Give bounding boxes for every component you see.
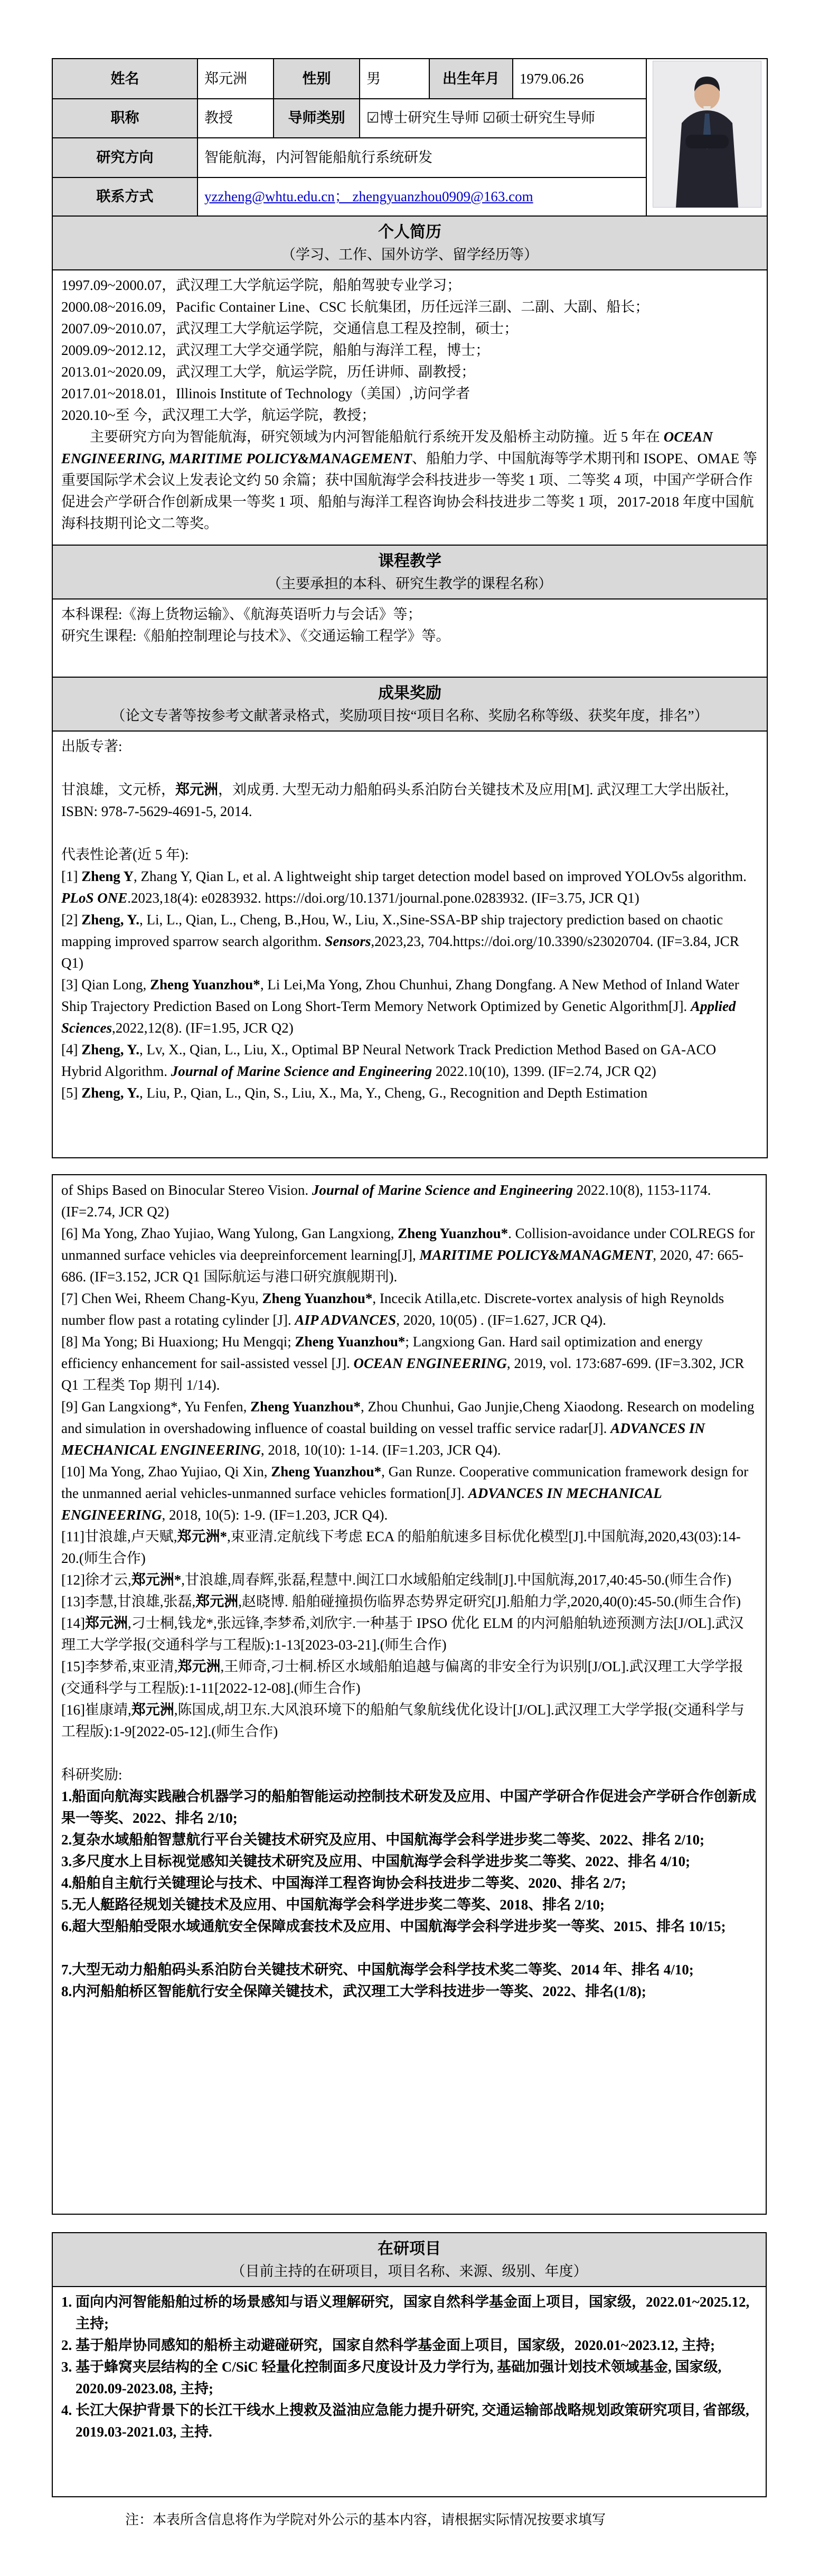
achievements-section-subtitle: （论文专著等按参考文献著录格式，奖励项目按“项目名称、奖励名称等级、获奖年度，排名”）	[111, 708, 709, 724]
resume-content	[52, 270, 767, 545]
title-value: 教授	[197, 99, 274, 137]
publication-entry: [10] Ma Yong, Zhao Yujiao, Qi Xin, Zheng Yuanzhou*, Gan Runze. Cooperative communication framework design for the unmanned aerial vehicles-unmanned surface vehicles formation[J]. ADVANCES IN MECHANICAL ENGINEERING, 2018, 10(5): 1-9. (IF=1.203, JCR Q4).	[61, 1464, 749, 1523]
publication-entry: [1] Zheng Y, Zhang Y, Qian L, et al. A lightweight ship target detection model based on improved YOLOv5s algorithm. PLoS ONE.2023,18(4): e0283932. https://doi.org/10.1371/journal.pone.0283932. (IF=3.75, JCR Q1)	[61, 868, 747, 906]
award-entry: 7.大型无动力船舶码头系泊防台关键技术研究、中国航海学会科学技术奖二等奖、2014 年、排名 4/10;	[61, 1962, 694, 1978]
publication-entry: of Ships Based on Binocular Stereo Vision. Journal of Marine Science and Engineering 2022.10(8), 1153-1174. (IF=2.74, JCR Q2)	[61, 1182, 711, 1220]
title-label: 职称	[52, 99, 197, 137]
award-entry: 2.复杂水域船舶智慧航行平台关键技术研究及应用、中国航海学会科学进步奖二等奖、2022、排名 2/10;	[61, 1832, 704, 1848]
monograph-entry: 甘浪雄，文元桥，郑元洲，刘成勇. 大型无动力船舶码头系泊防台关键技术及应用[M]. 武汉理工大学出版社, ISBN: 978-7-5629-4691-5, 2014.	[61, 782, 729, 819]
resume-line: 2000.08~2016.09，Pacific Container Line、CSC 长航集团，历任远洋三副、二副、大副、船长；	[61, 299, 649, 315]
resume-line: 1997.09~2000.07，武汉理工大学航运学院，船舶驾驶专业学习；	[61, 277, 462, 293]
project-entry: 4. 长江大保护背景下的长江干线水上搜救及溢油应急能力提升研究, 交通运输部战略规划政策研究项目, 省部级, 2019.03-2021.03, 主持.	[61, 2402, 749, 2440]
email-link[interactable]: yzzheng@whtu.edu.cn； zhengyuanzhou0909@163.com	[204, 188, 533, 204]
advisor-label: 导师类别	[274, 99, 360, 137]
achievements-content-part2	[52, 1175, 766, 2214]
footer-note: 注：本表所含信息将作为学院对外公示的基本内容，请根据实际情况按要求填写	[125, 2512, 606, 2527]
profile-table-block2	[52, 1174, 767, 2215]
resume-line: 2017.01~2018.01，Illinois Institute of Technology（美国）,访问学者	[61, 386, 470, 401]
projects-section-subtitle: （目前主持的在研项目，项目名称、来源、级别、年度）	[231, 2263, 588, 2279]
award-entry	[61, 1937, 757, 1959]
resume-section-subtitle: （学习、工作、国外访学、留学经历等）	[281, 247, 538, 263]
section-header-teaching	[52, 545, 767, 599]
advisor-value: ☑博士研究生导师 ☑硕士研究生导师	[360, 99, 646, 137]
publication-entry: [14]郑元洲,刁士桐,钱龙*,张远锋,李梦希,刘欣宇.一种基于 IPSO 优化 ELM 的内河船舶轨迹预测方法[J/OL].武汉理工大学学报(交通科学与工程版):1-13[2023-03-21].(师生合作)	[61, 1615, 744, 1653]
publication-entry: [16]崔康靖,郑元洲,陈国成,胡卫东.大风浪环境下的船舶气象航线优化设计[J/OL].武汉理工大学学报(交通科学与工程版):1-9[2022-05-12].(师生合作)	[61, 1702, 745, 1739]
publication-entry: [15]李梦希,束亚清,郑元洲,王师奇,刁士桐.桥区水域船舶追越与偏离的非安全行为识别[J/OL].武汉理工大学学报(交通科学与工程版):1-11[2022-12-08].(师生合作)	[61, 1659, 743, 1696]
publication-entry: [13]李慧,甘浪雄,张磊,郑元洲,赵晓博. 船舶碰撞损伤临界态势界定研究[J].船舶力学,2020,40(0):45-50.(师生合作)	[61, 1594, 741, 1609]
awards-label: 科研奖励:	[61, 1767, 123, 1783]
gender-value: 男	[360, 59, 429, 99]
teaching-section-title: 课程教学	[378, 552, 441, 570]
research-direction-value: 智能航海，内河智能船航行系统研发	[197, 138, 646, 177]
resume-line: 2007.09~2010.07，武汉理工大学航运学院，交通信息工程及控制，硕士；	[61, 321, 519, 336]
papers-label: 代表性论著(近 5 年):	[61, 847, 189, 863]
award-entry: 8.内河船舶桥区智能航行安全保障关键技术，武汉理工大学科技进步一等奖、2022、排名(1/8);	[61, 1983, 646, 1999]
section-header-achievements	[52, 677, 767, 731]
achievements-content-part1	[52, 731, 767, 1158]
award-entry: 1.船面向航海实践融合机器学习的船舶智能运动控制技术研发及应用、中国产学研合作促进会产学研合作创新成果一等奖、2022、排名 2/10;	[61, 1788, 757, 1826]
section-header-projects	[52, 2233, 766, 2287]
projects-content	[52, 2287, 766, 2497]
publication-entry: [9] Gan Langxiong*, Yu Fenfen, Zheng Yuanzhou*, Zhou Chunhui, Gao Junjie,Cheng Xiaodong. Research on modeling and simulation in overshadowing influence of coastal building on vessel traffic service radar[J]. ADVANCES IN MECHANICAL ENGINEERING, 2018, 10(10): 1-14. (IF=1.203, JCR Q4).	[61, 1399, 755, 1458]
gender-label: 性别	[274, 59, 360, 99]
profile-photo-image	[653, 61, 761, 208]
birth-value: 1979.06.26	[513, 59, 646, 99]
monograph-label: 出版专著:	[61, 738, 123, 754]
resume-line: 2009.09~2012.12，武汉理工大学交通学院，船舶与海洋工程，博士；	[61, 342, 490, 358]
project-entry: 1. 面向内河智能船舶过桥的场景感知与语义理解研究，国家自然科学基金面上项目，国家级，2022.01~2025.12, 主持;	[61, 2294, 750, 2331]
project-entry: 3. 基于蜂窝夹层结构的全 C/SiC 轻量化控制面多尺度设计及力学行为, 基础加强计划技术领域基金, 国家级, 2020.09-2023.08, 主持;	[61, 2359, 722, 2396]
resume-line: 2020.10~至 今，武汉理工大学，航运学院，教授；	[61, 407, 376, 423]
name-value: 郑元洲	[197, 59, 274, 99]
publication-entry: [11]甘浪雄,卢天赋,郑元洲*,束亚清.定航线下考虑 ECA 的船舶航速多目标优化模型[J].中国航海,2020,43(03):14-20.(师生合作)	[61, 1529, 741, 1566]
publication-entry: [12]徐才云,郑元洲*,甘浪雄,周春辉,张磊,程慧中.闽江口水域船舶定线制[J].中国航海,2017,40:45-50.(师生合作)	[61, 1572, 731, 1588]
publication-entry: [2] Zheng, Y., Li, L., Qian, L., Cheng, B.,Hou, W., Liu, X.,Sine-SSA-BP ship trajectory prediction based on chaotic mapping improved sparrow search algorithm. Sensors,2023,23, 704.https://doi.org/10.3390/s23020704. (IF=3.84, JCR Q1)	[61, 912, 739, 971]
profile-photo	[646, 59, 767, 216]
teaching-section-subtitle: （主要承担的本科、研究生教学的课程名称）	[267, 576, 552, 592]
publication-entry: [7] Chen Wei, Rheem Chang-Kyu, Zheng Yuanzhou*, Incecik Atilla,etc. Discrete-vortex analysis of high Reynolds number flow past a rotating cylinder [J]. AIP ADVANCES, 2020, 10(05) . (IF=1.627, JCR Q4).	[61, 1290, 724, 1328]
contact-value	[197, 177, 646, 216]
course-line: 研究生课程:《船舶控制理论与技术》、《交通运输工程学》等。	[61, 628, 450, 644]
publication-entry: [6] Ma Yong, Zhao Yujiao, Wang Yulong, Gan Langxiong, Zheng Yuanzhou*. Collision-avoidance under COLREGS for unmanned surface vehicles via deepreinforcement learning[J], MARITIME POLICY&MANAGMENT, 2020, 47: 665-686. (IF=3.152, JCR Q1 国际航运与港口研究旗舰期刊).	[61, 1225, 755, 1285]
spacer	[61, 1743, 757, 1764]
section-header-resume	[52, 216, 767, 270]
profile-table-block1	[52, 58, 768, 1158]
resume-section-title: 个人简历	[378, 223, 441, 241]
publication-entry: [8] Ma Yong; Bi Huaxiong; Hu Mengqi; Zheng Yuanzhou*; Langxiong Gan. Hard sail optimization and energy efficiency enhancement for sail-assisted vessel [J]. OCEAN ENGINEERING, 2019, vol. 173:687-699. (IF=3.302, JCR Q1 工程类 Top 期刊 1/14).	[61, 1334, 745, 1393]
teaching-content	[52, 599, 767, 677]
resume-line: 2013.01~2020.09，武汉理工大学，航运学院，历任讲师、副教授；	[61, 364, 476, 380]
project-entry: 2. 基于船岸协同感知的船桥主动避碰研究，国家自然科学基金面上项目，国家级，2020.01~2023.12, 主持;	[61, 2337, 715, 2353]
award-entry: 4.船舶自主航行关键理论与技术、中国海洋工程咨询协会科技进步二等奖、2020、排名 2/7;	[61, 1875, 626, 1891]
award-entry: 6.超大型船舶受限水域通航安全保障成套技术及应用、中国航海学会科学进步奖一等奖、2015、排名 10/15;	[61, 1918, 726, 1934]
publication-entry: [5] Zheng, Y., Liu, P., Qian, L., Qin, S., Liu, X., Ma, Y., Cheng, G., Recognition and Depth Estimation	[61, 1085, 648, 1101]
name-label: 姓名	[52, 59, 197, 99]
research-direction-label: 研究方向	[52, 138, 197, 177]
projects-section-title: 在研项目	[378, 2240, 441, 2257]
resume-summary: 主要研究方向为智能航海，研究领域为内河智能船航行系统开发及船桥主动防撞。近 5 年在 OCEAN ENGINEERING, MARITIME POLICY&MANAGEMENT、船舶力学、中国航海等学术期刊和 ISOPE、OMAE 等重要国际学术会议上发表论文约 50 余篇；获中国航海学会科技进步一等奖 1 项、二等奖 4 项，中国产学研合作促进会产学研合作创新成果一等奖 1 项、船舶与海洋工程咨询协会科技进步二等奖 1 项，2017-2018 年度中国航海科技期刊论文二等奖。	[61, 429, 757, 531]
publication-entry: [3] Qian Long, Zheng Yuanzhou*, Li Lei,Ma Yong, Zhou Chunhui, Zhang Dongfang. A New Method of Inland Water Ship Trajectory Prediction Based on Long Short-Term Memory Network Optimized by Genetic Algorithm[J]. Applied Sciences,2022,12(8). (IF=1.95, JCR Q2)	[61, 977, 739, 1036]
award-entry: 3.多尺度水上目标视觉感知关键技术研究及应用、中国航海学会科学进步奖二等奖、2022、排名 4/10;	[61, 1853, 690, 1869]
achievements-section-title: 成果奖励	[378, 685, 441, 702]
contact-label: 联系方式	[52, 177, 197, 216]
course-line: 本科课程:《海上货物运输》、《航海英语听力与会话》等；	[61, 606, 422, 622]
award-entry: 5.无人艇路径规划关键技术及应用、中国航海学会科学进步奖二等奖、2018、排名 2/10;	[61, 1897, 605, 1913]
profile-table-block3	[52, 2232, 767, 2497]
birth-label: 出生年月	[429, 59, 513, 99]
publication-entry: [4] Zheng, Y., Lv, X., Qian, L., Liu, X., Optimal BP Neural Network Track Prediction Method Based on GA-ACO Hybrid Algorithm. Journal of Marine Science and Engineering 2022.10(10), 1399. (IF=2.74, JCR Q2)	[61, 1042, 717, 1079]
